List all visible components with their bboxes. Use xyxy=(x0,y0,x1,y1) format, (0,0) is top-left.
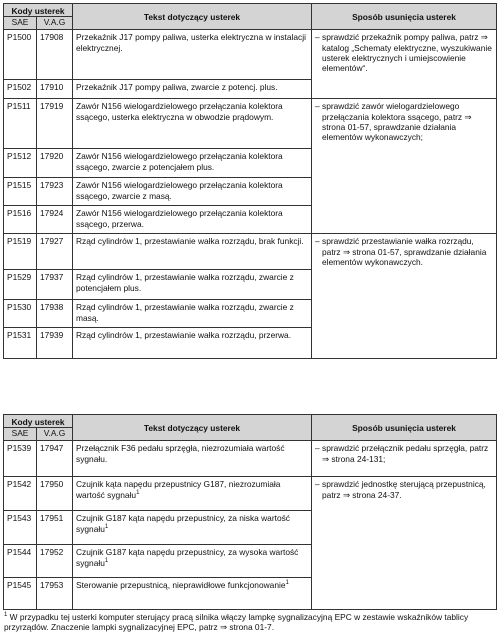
remedy-cell: – sprawdzić przestawianie wałka rozrządu, patrz ⇒ strona 01-57, sprawdzanie działania elementów wykonawczych. xyxy=(312,234,497,270)
header-sae: SAE xyxy=(4,17,37,30)
sae-code: P1519 xyxy=(4,234,37,270)
fault-text xyxy=(73,511,312,545)
table-row xyxy=(4,441,497,477)
sae-code: P1516 xyxy=(4,206,37,234)
vag-code: 17910 xyxy=(37,80,73,99)
remedy-cell xyxy=(312,578,497,610)
remedy-cell xyxy=(312,206,497,234)
table-row xyxy=(4,511,497,545)
header-codes: Kody usterek xyxy=(4,415,73,428)
fault-text xyxy=(73,578,312,610)
table-row xyxy=(4,80,497,99)
table-header-row xyxy=(4,4,497,17)
sae-code: P1531 xyxy=(4,328,37,359)
remedy-text: sprawdzić jednostkę sterującą przepustnicą, patrz ⇒ strona 24-37. xyxy=(322,479,486,500)
fault-text: Przełącznik F36 pedału sprzęgła, niezrozumiała wartość sygnału. xyxy=(73,441,312,477)
fault-text: Zawór N156 wielogardzielowego przełączania kolektora ssącego, zwarcie z potencjałem plus. xyxy=(73,149,312,178)
vag-code: 17952 xyxy=(37,545,73,578)
remedy-text: sprawdzić przestawianie wałka rozrządu, patrz ⇒ strona 01-57, sprawdzanie działania elementów wykonawczych. xyxy=(322,236,487,267)
fault-codes-table-1 xyxy=(3,3,497,359)
remedy-cell: – sprawdzić jednostkę sterującą przepustnicą, patrz ⇒ strona 24-37. xyxy=(312,477,497,511)
footnote-mark: 1 xyxy=(4,612,8,619)
sae-code: P1500 xyxy=(4,30,37,80)
fault-text: Rząd cylindrów 1, przestawianie wałka rozrządu, zwarcie z potencjałem plus. xyxy=(73,270,312,300)
fault-text: Przekaźnik J17 pompy paliwa, usterka elektryczna w instalacji elektrycznej. xyxy=(73,30,312,80)
remedy-cell xyxy=(312,149,497,178)
sae-code: P1502 xyxy=(4,80,37,99)
fault-text xyxy=(73,545,312,578)
vag-code: 17919 xyxy=(37,99,73,149)
fault-text: Zawór N156 wielogardzielowego przełączania kolektora ssącego, zwarcie z masą. xyxy=(73,178,312,206)
header-text: Tekst dotyczący usterek xyxy=(73,415,312,441)
table-row xyxy=(4,270,497,300)
vag-code: 17923 xyxy=(37,178,73,206)
sae-code: P1529 xyxy=(4,270,37,300)
table-row xyxy=(4,178,497,206)
footnote-marker: 1 xyxy=(285,580,289,587)
fault-text: Rząd cylindrów 1, przestawianie wałka rozrządu, przerwa. xyxy=(73,328,312,359)
table-row xyxy=(4,206,497,234)
table-row xyxy=(4,477,497,511)
fault-text: Rząd cylindrów 1, przestawianie wałka rozrządu, brak funkcji. xyxy=(73,234,312,270)
footnote-marker: 1 xyxy=(104,523,109,530)
footnote-marker: 1 xyxy=(136,489,140,496)
remedy-cell xyxy=(312,545,497,578)
remedy-cell: – sprawdzić przełącznik pedału sprzęgła, patrz ⇒ strona 24-131; xyxy=(312,441,497,477)
table-row xyxy=(4,99,497,149)
vag-code: 17939 xyxy=(37,328,73,359)
vag-code: 17924 xyxy=(37,206,73,234)
fault-text-content: Czujnik kąta napędu przepustnicy G187, niezrozumiała wartość sygnału xyxy=(76,479,281,500)
sae-code: P1545 xyxy=(4,578,37,610)
remedy-cell xyxy=(312,328,497,359)
header-vag: V.A.G xyxy=(37,17,73,30)
table-row xyxy=(4,300,497,328)
remedy-cell xyxy=(312,80,497,99)
table-row xyxy=(4,578,497,610)
fault-text-content: Sterowanie przepustnicą, nieprawidłowe funkcjonowanie xyxy=(76,580,286,591)
vag-code: 17908 xyxy=(37,30,73,80)
sae-code: P1512 xyxy=(4,149,37,178)
remedy-text: sprawdzić przełącznik pedału sprzęgła, patrz ⇒ strona 24-131; xyxy=(322,443,489,464)
sae-code: P1511 xyxy=(4,99,37,149)
fault-text xyxy=(73,477,312,511)
header-vag: V.A.G xyxy=(37,428,73,441)
vag-code: 17920 xyxy=(37,149,73,178)
remedy-cell xyxy=(312,270,497,300)
sae-code: P1515 xyxy=(4,178,37,206)
vag-code: 17953 xyxy=(37,578,73,610)
header-codes: Kody usterek xyxy=(4,4,73,17)
vag-code: 17951 xyxy=(37,511,73,545)
fault-codes-table-2 xyxy=(3,414,497,610)
table-row xyxy=(4,234,497,270)
remedy-cell xyxy=(312,511,497,545)
header-remedy: Sposób usunięcia usterek xyxy=(312,415,497,441)
table-row xyxy=(4,30,497,80)
table-header-row xyxy=(4,415,497,428)
sae-code: P1530 xyxy=(4,300,37,328)
sae-code: P1539 xyxy=(4,441,37,477)
sae-code: P1544 xyxy=(4,545,37,578)
vag-code: 17927 xyxy=(37,234,73,270)
vag-code: 17950 xyxy=(37,477,73,511)
fault-text: Zawór N156 wielogardzielowego przełączania kolektora ssącego, usterka elektryczna w obwodzie prądowym. xyxy=(73,99,312,149)
sae-code: P1542 xyxy=(4,477,37,511)
header-remedy: Sposób usunięcia usterek xyxy=(312,4,497,30)
table-row xyxy=(4,149,497,178)
remedy-cell: – sprawdzić przekaźnik pompy paliwa, patrz ⇒ katalog „Schematy elektryczne, wyszukiwanie usterek elektrycznych i umiejscowienie elementów“. xyxy=(312,30,497,80)
table-row xyxy=(4,545,497,578)
header-text: Tekst dotyczący usterek xyxy=(73,4,312,30)
vag-code: 17947 xyxy=(37,441,73,477)
remedy-cell xyxy=(312,178,497,206)
remedy-text: sprawdzić przekaźnik pompy paliwa, patrz ⇒ katalog „Schematy elektryczne, wyszukiwanie usterek elektrycznych i umiejscowienie elementów“. xyxy=(322,32,492,74)
footnote xyxy=(4,612,496,632)
footnote-text: W przypadku tej usterki komputer sterujący pracą silnika włączy lampkę sygnalizacyjną EPC w zestawie wskaźników tablicy przyrządów. Znaczenie lampki sygnalizacyjnej EPC, patrz ⇒ strona 01-7. xyxy=(4,612,469,632)
remedy-cell xyxy=(312,300,497,328)
fault-text-content: Czujnik G187 kąta napędu przepustnicy, za niska wartość sygnału xyxy=(76,513,290,534)
footnote-marker: 1 xyxy=(104,557,109,564)
fault-text: Rząd cylindrów 1, przestawianie wałka rozrządu, zwarcie z masą. xyxy=(73,300,312,328)
fault-text-content: Czujnik G187 kąta napędu przepustnicy, za wysoka wartość sygnału xyxy=(76,547,299,568)
fault-text: Zawór N156 wielogardzielowego przełączania kolektora ssącego, przerwa. xyxy=(73,206,312,234)
fault-text: Przekaźnik J17 pompy paliwa, zwarcie z potencj. plus. xyxy=(73,80,312,99)
sae-code: P1543 xyxy=(4,511,37,545)
vag-code: 17938 xyxy=(37,300,73,328)
remedy-text: sprawdzić zawór wielogardzielowego przełączania kolektora ssącego, patrz ⇒ strona 01-57, sprawdzanie działania elementów wykonawczych; xyxy=(322,101,472,143)
remedy-cell: – sprawdzić zawór wielogardzielowego przełączania kolektora ssącego, patrz ⇒ strona 01-57, sprawdzanie działania elementów wykonawczych; xyxy=(312,99,497,149)
vag-code: 17937 xyxy=(37,270,73,300)
header-sae: SAE xyxy=(4,428,37,441)
table-row xyxy=(4,328,497,359)
